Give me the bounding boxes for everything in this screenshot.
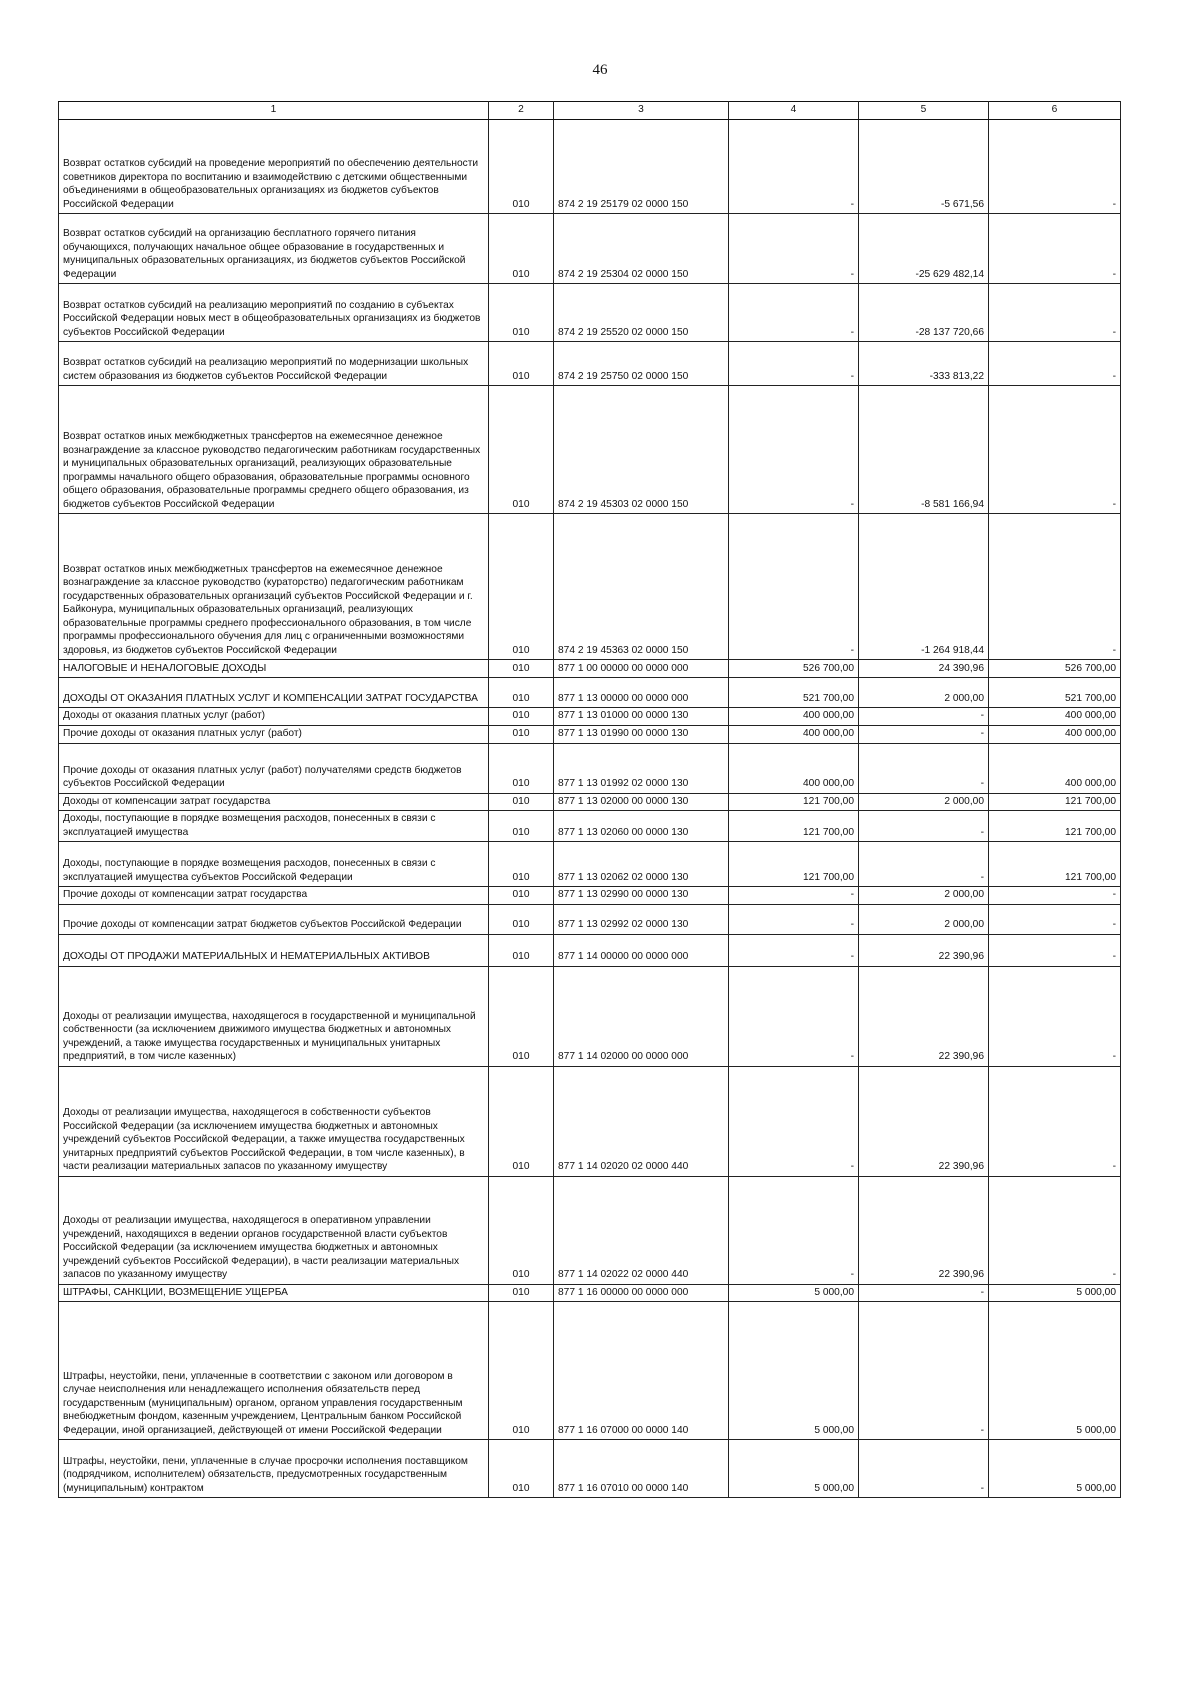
row-name-cell: Доходы от реализации имущества, находящегося в государственной и муниципальной собственности (за исключением движимого имущества бюджетных и автономных учреждений, а также имущества государственных и муниципальных унитарных предприятий, в том числе казенных) (59, 966, 489, 1066)
row-executed-cell: - (859, 1302, 989, 1440)
row-budget-code-cell: 877 1 14 00000 00 0000 000 (554, 934, 729, 966)
row-executed-cell: -25 629 482,14 (859, 214, 989, 284)
row-approved-cell: - (729, 386, 859, 514)
row-line-code-cell: 010 (489, 678, 554, 708)
row-approved-cell: 5 000,00 (729, 1440, 859, 1498)
table-row (59, 120, 1121, 214)
row-approved-cell: - (729, 904, 859, 934)
row-unexecuted-cell: 400 000,00 (989, 708, 1121, 726)
row-name-cell: Доходы от реализации имущества, находящегося в оперативном управлении учреждений, находящихся в ведении органов государственной власти субъектов Российской Федерации (за исключением имущества бюджетных и автономных учреждений субъектов Российской Федерации), в части реализации материальных запасов по указанному имуществу (59, 1176, 489, 1284)
row-name-cell: Возврат остатков субсидий на организацию бесплатного горячего питания обучающихся, получающих начальное общее образование в государственных и муниципальных образовательных организациях, из бюджетов субъектов Российской Федерации (59, 214, 489, 284)
row-name-cell: Доходы от реализации имущества, находящегося в собственности субъектов Российской Федерации (за исключением имущества бюджетных и автономных учреждений субъектов Российской Федерации, а также имущества государственных унитарных предприятий субъектов Российской Федерации, в том числе казенных), в части реализации материальных запасов по указанному имуществу (59, 1066, 489, 1176)
row-name-cell: Штрафы, неустойки, пени, уплаченные в соответствии с законом или договором в случае неисполнения или ненадлежащего исполнения обязательств перед государственным (муниципальным) органом, органом управления государственным внебюджетным фондом, казенным учреждением, Центральным банком Российской Федерации, иной организацией, действующей от имени Российской Федерации (59, 1302, 489, 1440)
row-unexecuted-cell: 521 700,00 (989, 678, 1121, 708)
row-name-cell: Возврат остатков субсидий на реализацию мероприятий по созданию в субъектах Российской Федерации новых мест в общеобразовательных организациях из бюджетов субъектов Российской Федерации (59, 284, 489, 342)
table-row (59, 678, 1121, 708)
row-line-code-cell: 010 (489, 793, 554, 811)
row-executed-cell: -8 581 166,94 (859, 386, 989, 514)
table-row (59, 386, 1121, 514)
table-row (59, 811, 1121, 842)
row-budget-code-cell: 877 1 13 02992 02 0000 130 (554, 904, 729, 934)
row-name-cell: ДОХОДЫ ОТ ПРОДАЖИ МАТЕРИАЛЬНЫХ И НЕМАТЕРИАЛЬНЫХ АКТИВОВ (59, 934, 489, 966)
table-row (59, 725, 1121, 743)
row-name-cell: ДОХОДЫ ОТ ОКАЗАНИЯ ПЛАТНЫХ УСЛУГ И КОМПЕНСАЦИИ ЗАТРАТ ГОСУДАРСТВА (59, 678, 489, 708)
row-unexecuted-cell: - (989, 120, 1121, 214)
row-name-cell: Прочие доходы от оказания платных услуг (работ) получателями средств бюджетов субъектов Российской Федерации (59, 743, 489, 793)
row-name-cell: Возврат остатков иных межбюджетных трансфертов на ежемесячное денежное вознаграждение за классное руководство (кураторство) педагогическим работникам государственных образовательных организаций субъектов Российской Федерации и г. Байконура, муниципальных образовательных организаций, реализующих образовательные программы среднего профессионального образования, в том числе программы профессионального обучения для лиц с ограниченными возможностями здоровья, из бюджетов субъектов Российской Федерации (59, 514, 489, 660)
row-budget-code-cell: 877 1 13 01990 00 0000 130 (554, 725, 729, 743)
row-budget-code-cell: 877 1 14 02020 02 0000 440 (554, 1066, 729, 1176)
row-approved-cell: 121 700,00 (729, 811, 859, 842)
row-name-cell: Доходы от оказания платных услуг (работ) (59, 708, 489, 726)
row-approved-cell: - (729, 1066, 859, 1176)
row-approved-cell: 400 000,00 (729, 743, 859, 793)
row-line-code-cell: 010 (489, 811, 554, 842)
row-approved-cell: 400 000,00 (729, 725, 859, 743)
row-name-cell: Прочие доходы от оказания платных услуг (работ) (59, 725, 489, 743)
row-budget-code-cell: 877 1 13 02060 00 0000 130 (554, 811, 729, 842)
row-line-code-cell: 010 (489, 120, 554, 214)
row-line-code-cell: 010 (489, 284, 554, 342)
row-name-cell: Возврат остатков иных межбюджетных трансфертов на ежемесячное денежное вознаграждение за классное руководство педагогическим работникам государственных и муниципальных образовательных организаций, реализующих образовательные программы начального общего образования, образовательные программы основного общего образования, образовательные программы среднего общего образования, из бюджетов субъектов Российской Федерации (59, 386, 489, 514)
row-line-code-cell: 010 (489, 514, 554, 660)
row-budget-code-cell: 877 1 14 02000 00 0000 000 (554, 966, 729, 1066)
row-name-cell: Возврат остатков субсидий на проведение мероприятий по обеспечению деятельности советников директора по воспитанию и взаимодействию с детскими общественными объединениями в общеобразовательных организациях из бюджетов субъектов Российской Федерации (59, 120, 489, 214)
table-row (59, 514, 1121, 660)
row-unexecuted-cell: - (989, 386, 1121, 514)
row-unexecuted-cell: - (989, 1176, 1121, 1284)
header-cell-3: 3 (554, 102, 729, 120)
row-line-code-cell: 010 (489, 1176, 554, 1284)
income-report-table (58, 101, 1121, 1498)
table-row (59, 966, 1121, 1066)
row-line-code-cell: 010 (489, 708, 554, 726)
row-approved-cell: 521 700,00 (729, 678, 859, 708)
row-unexecuted-cell: 121 700,00 (989, 811, 1121, 842)
row-line-code-cell: 010 (489, 342, 554, 386)
table-row (59, 660, 1121, 678)
row-name-cell: ШТРАФЫ, САНКЦИИ, ВОЗМЕЩЕНИЕ УЩЕРБА (59, 1284, 489, 1302)
table-row (59, 708, 1121, 726)
row-name-cell: Возврат остатков субсидий на реализацию мероприятий по модернизации школьных систем образования из бюджетов субъектов Российской Федерации (59, 342, 489, 386)
row-line-code-cell: 010 (489, 1066, 554, 1176)
row-unexecuted-cell: - (989, 904, 1121, 934)
row-budget-code-cell: 877 1 16 07000 00 0000 140 (554, 1302, 729, 1440)
row-approved-cell: 400 000,00 (729, 708, 859, 726)
row-budget-code-cell: 874 2 19 25750 02 0000 150 (554, 342, 729, 386)
row-name-cell: Доходы от компенсации затрат государства (59, 793, 489, 811)
row-approved-cell: - (729, 887, 859, 905)
row-name-cell: Прочие доходы от компенсации затрат бюджетов субъектов Российской Федерации (59, 904, 489, 934)
row-approved-cell: - (729, 214, 859, 284)
row-executed-cell: - (859, 842, 989, 887)
row-budget-code-cell: 877 1 00 00000 00 0000 000 (554, 660, 729, 678)
row-unexecuted-cell: - (989, 934, 1121, 966)
row-unexecuted-cell: - (989, 966, 1121, 1066)
header-cell-5: 5 (859, 102, 989, 120)
row-line-code-cell: 010 (489, 904, 554, 934)
table-row (59, 793, 1121, 811)
row-unexecuted-cell: 400 000,00 (989, 725, 1121, 743)
row-line-code-cell: 010 (489, 842, 554, 887)
header-cell-6: 6 (989, 102, 1121, 120)
row-executed-cell: -1 264 918,44 (859, 514, 989, 660)
row-line-code-cell: 010 (489, 660, 554, 678)
row-unexecuted-cell: 121 700,00 (989, 842, 1121, 887)
row-line-code-cell: 010 (489, 966, 554, 1066)
row-budget-code-cell: 877 1 13 00000 00 0000 000 (554, 678, 729, 708)
row-name-cell: НАЛОГОВЫЕ И НЕНАЛОГОВЫЕ ДОХОДЫ (59, 660, 489, 678)
table-body (59, 102, 1121, 1498)
row-executed-cell: 22 390,96 (859, 966, 989, 1066)
row-line-code-cell: 010 (489, 887, 554, 905)
row-executed-cell: - (859, 811, 989, 842)
row-approved-cell: - (729, 514, 859, 660)
table-row (59, 1302, 1121, 1440)
row-executed-cell: - (859, 1440, 989, 1498)
row-name-cell: Доходы, поступающие в порядке возмещения расходов, понесенных в связи с эксплуатацией имущества (59, 811, 489, 842)
row-executed-cell: - (859, 743, 989, 793)
row-budget-code-cell: 874 2 19 25520 02 0000 150 (554, 284, 729, 342)
row-unexecuted-cell: 526 700,00 (989, 660, 1121, 678)
table-row (59, 842, 1121, 887)
row-line-code-cell: 010 (489, 1302, 554, 1440)
row-budget-code-cell: 877 1 13 02990 00 0000 130 (554, 887, 729, 905)
row-budget-code-cell: 877 1 13 02000 00 0000 130 (554, 793, 729, 811)
row-executed-cell: - (859, 708, 989, 726)
row-budget-code-cell: 877 1 13 02062 02 0000 130 (554, 842, 729, 887)
row-approved-cell: 526 700,00 (729, 660, 859, 678)
row-approved-cell: - (729, 342, 859, 386)
row-unexecuted-cell: - (989, 514, 1121, 660)
table-row (59, 214, 1121, 284)
row-name-cell: Доходы, поступающие в порядке возмещения расходов, понесенных в связи с эксплуатацией имущества субъектов Российской Федерации (59, 842, 489, 887)
row-budget-code-cell: 877 1 14 02022 02 0000 440 (554, 1176, 729, 1284)
row-budget-code-cell: 877 1 13 01992 02 0000 130 (554, 743, 729, 793)
row-unexecuted-cell: 5 000,00 (989, 1440, 1121, 1498)
row-executed-cell: - (859, 725, 989, 743)
header-row (59, 102, 1121, 120)
row-budget-code-cell: 877 1 13 01000 00 0000 130 (554, 708, 729, 726)
row-approved-cell: - (729, 120, 859, 214)
table-row (59, 1440, 1121, 1498)
row-executed-cell: 2 000,00 (859, 678, 989, 708)
table-row (59, 284, 1121, 342)
row-line-code-cell: 010 (489, 1284, 554, 1302)
header-cell-2: 2 (489, 102, 554, 120)
table-row (59, 1284, 1121, 1302)
row-budget-code-cell: 874 2 19 45363 02 0000 150 (554, 514, 729, 660)
row-budget-code-cell: 874 2 19 25304 02 0000 150 (554, 214, 729, 284)
row-name-cell: Прочие доходы от компенсации затрат государства (59, 887, 489, 905)
row-executed-cell: 2 000,00 (859, 904, 989, 934)
row-name-cell: Штрафы, неустойки, пени, уплаченные в случае просрочки исполнения поставщиком (подрядчиком, исполнителем) обязательств, предусмотренных государственным (муниципальным) контрактом (59, 1440, 489, 1498)
header-cell-1: 1 (59, 102, 489, 120)
table-row (59, 342, 1121, 386)
row-executed-cell: 2 000,00 (859, 887, 989, 905)
table-row (59, 887, 1121, 905)
row-budget-code-cell: 874 2 19 25179 02 0000 150 (554, 120, 729, 214)
table-row (59, 934, 1121, 966)
table-row (59, 1066, 1121, 1176)
row-line-code-cell: 010 (489, 743, 554, 793)
row-unexecuted-cell: - (989, 284, 1121, 342)
row-unexecuted-cell: 121 700,00 (989, 793, 1121, 811)
row-approved-cell: 5 000,00 (729, 1302, 859, 1440)
row-unexecuted-cell: 400 000,00 (989, 743, 1121, 793)
row-approved-cell: - (729, 966, 859, 1066)
row-approved-cell: 5 000,00 (729, 1284, 859, 1302)
row-executed-cell: 22 390,96 (859, 934, 989, 966)
row-approved-cell: 121 700,00 (729, 842, 859, 887)
row-approved-cell: - (729, 284, 859, 342)
row-unexecuted-cell: 5 000,00 (989, 1302, 1121, 1440)
row-executed-cell: -28 137 720,66 (859, 284, 989, 342)
row-line-code-cell: 010 (489, 386, 554, 514)
row-executed-cell: - (859, 1284, 989, 1302)
header-cell-4: 4 (729, 102, 859, 120)
row-executed-cell: 24 390,96 (859, 660, 989, 678)
row-executed-cell: -333 813,22 (859, 342, 989, 386)
row-line-code-cell: 010 (489, 934, 554, 966)
row-unexecuted-cell: 5 000,00 (989, 1284, 1121, 1302)
row-executed-cell: 2 000,00 (859, 793, 989, 811)
row-approved-cell: 121 700,00 (729, 793, 859, 811)
table-row (59, 1176, 1121, 1284)
page-number: 46 (592, 62, 608, 78)
row-line-code-cell: 010 (489, 214, 554, 284)
row-executed-cell: -5 671,56 (859, 120, 989, 214)
row-executed-cell: 22 390,96 (859, 1176, 989, 1284)
row-line-code-cell: 010 (489, 1440, 554, 1498)
row-unexecuted-cell: - (989, 1066, 1121, 1176)
row-budget-code-cell: 877 1 16 07010 00 0000 140 (554, 1440, 729, 1498)
row-budget-code-cell: 877 1 16 00000 00 0000 000 (554, 1284, 729, 1302)
row-unexecuted-cell: - (989, 214, 1121, 284)
row-unexecuted-cell: - (989, 887, 1121, 905)
row-executed-cell: 22 390,96 (859, 1066, 989, 1176)
row-unexecuted-cell: - (989, 342, 1121, 386)
table-row (59, 743, 1121, 793)
row-line-code-cell: 010 (489, 725, 554, 743)
table-row (59, 904, 1121, 934)
row-budget-code-cell: 874 2 19 45303 02 0000 150 (554, 386, 729, 514)
row-approved-cell: - (729, 934, 859, 966)
row-approved-cell: - (729, 1176, 859, 1284)
